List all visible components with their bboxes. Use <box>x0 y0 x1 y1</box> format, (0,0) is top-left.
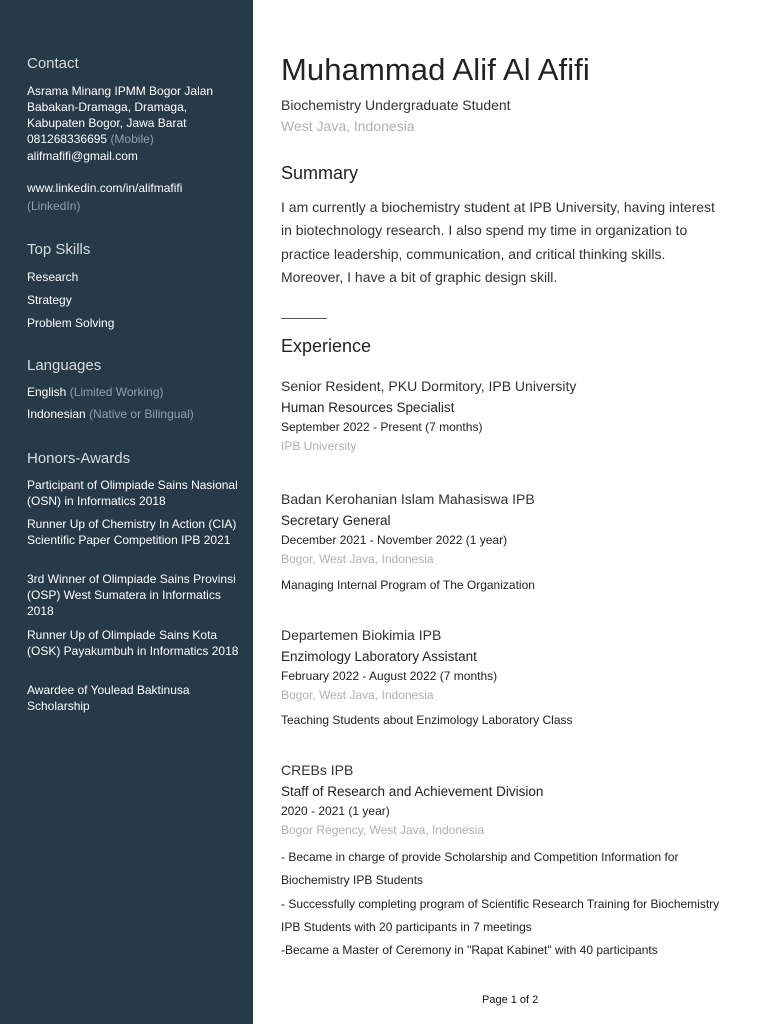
honor-item: 3rd Winner of Olimpiade Sains Provinsi (OSP) West Sumatera in Informatics 2018 <box>27 572 236 619</box>
experience-dates: September 2022 - Present (7 months) <box>281 420 483 434</box>
language-level: (Native or Bilingual) <box>89 407 194 421</box>
honor-item: Participant of Olimpiade Sains Nasional (OSN) in Informatics 2018 <box>27 478 238 509</box>
experience-org: Senior Resident, PKU Dormitory, IPB University <box>281 378 577 394</box>
language-item <box>27 384 242 400</box>
experience-org: Departemen Biokimia IPB <box>281 627 442 643</box>
experience-dates: 2020 - 2021 (1 year) <box>281 804 390 818</box>
experience-description <box>281 709 731 732</box>
top-skills-heading: Top Skills <box>27 241 91 258</box>
contact-phone-label: (Mobile) <box>110 132 154 146</box>
contact-linkedin-url[interactable]: www.linkedin.com/in/alifmafifi <box>27 181 183 195</box>
page-number: Page 1 of 2 <box>482 994 539 1006</box>
profile-location: West Java, Indonesia <box>281 118 415 134</box>
contact-address: Asrama Minang IPMM Bogor Jalan Babakan-Dramaga, Dramaga, Kabupaten Bogor, Jawa Barat <box>27 84 214 131</box>
experience-role: Human Resources Specialist <box>281 400 455 415</box>
divider <box>281 318 327 319</box>
honor-item: Runner Up of Olimpiade Sains Kota (OSK) Payakumbuh in Informatics 2018 <box>27 628 239 659</box>
contact-heading: Contact <box>27 55 79 72</box>
description-line: - Became in charge of provide Scholarship and Competition Information for Biochemistry IPB Students <box>281 850 679 888</box>
sidebar <box>0 0 253 1024</box>
contact-linkedin-label: (LinkedIn) <box>27 199 81 213</box>
honors-heading: Honors-Awards <box>27 450 131 467</box>
description-line: Managing Internal Program of The Organization <box>281 578 535 592</box>
experience-dates: February 2022 - August 2022 (7 months) <box>281 669 498 683</box>
contact-email[interactable]: alifmafifi@gmail.com <box>27 149 138 163</box>
honor-item: Runner Up of Chemistry In Action (CIA) Scientific Paper Competition IPB 2021 <box>27 517 237 548</box>
experience-dates: December 2021 - November 2022 (1 year) <box>281 533 508 547</box>
experience-place: Bogor, West Java, Indonesia <box>281 688 434 702</box>
contact-phone-line <box>27 131 242 147</box>
language-item <box>27 406 242 422</box>
language-name: Indonesian <box>27 407 86 421</box>
language-level: (Limited Working) <box>69 385 164 399</box>
experience-place: Bogor Regency, West Java, Indonesia <box>281 823 485 837</box>
main-content <box>253 0 768 1024</box>
description-line: - Successfully completing program of Scientific Research Training for Biochemistry IPB Students with 20 participants in 7 meetings <box>281 896 720 934</box>
skill-item: Problem Solving <box>27 316 115 330</box>
description-line: -Became a Master of Ceremony in "Rapat Kabinet" with 40 participants <box>281 943 658 958</box>
profile-name: Muhammad Alif Al Afifi <box>281 52 590 87</box>
language-name: English <box>27 385 67 399</box>
description-line: Teaching Students about Enzimology Laboratory Class <box>281 713 573 727</box>
languages-heading: Languages <box>27 357 102 374</box>
summary-text: I am currently a biochemistry student at IPB University, having interest in biotechnology research. I also spend my time in organization to practice leadership, communication, and critical thinking skills. Moreover, I have a bit of graphic design skill. <box>281 199 715 285</box>
experience-org: CREBs IPB <box>281 762 354 778</box>
experience-role: Enzimology Laboratory Assistant <box>281 649 477 664</box>
skill-item: Research <box>27 270 79 284</box>
skill-item: Strategy <box>27 293 72 307</box>
experience-description <box>281 574 731 597</box>
honor-item: Awardee of Youlead Baktinusa Scholarship <box>27 683 190 714</box>
experience-role: Secretary General <box>281 513 391 528</box>
experience-role: Staff of Research and Achievement Division <box>281 784 544 799</box>
experience-place: Bogor, West Java, Indonesia <box>281 552 434 566</box>
profile-headline: Biochemistry Undergraduate Student <box>281 97 511 113</box>
experience-org: Badan Kerohanian Islam Mahasiswa IPB <box>281 491 535 507</box>
experience-place: IPB University <box>281 439 357 453</box>
contact-phone: 081268336695 <box>27 132 108 146</box>
experience-title: Experience <box>281 336 372 356</box>
experience-description <box>281 846 731 962</box>
summary-title: Summary <box>281 163 359 183</box>
